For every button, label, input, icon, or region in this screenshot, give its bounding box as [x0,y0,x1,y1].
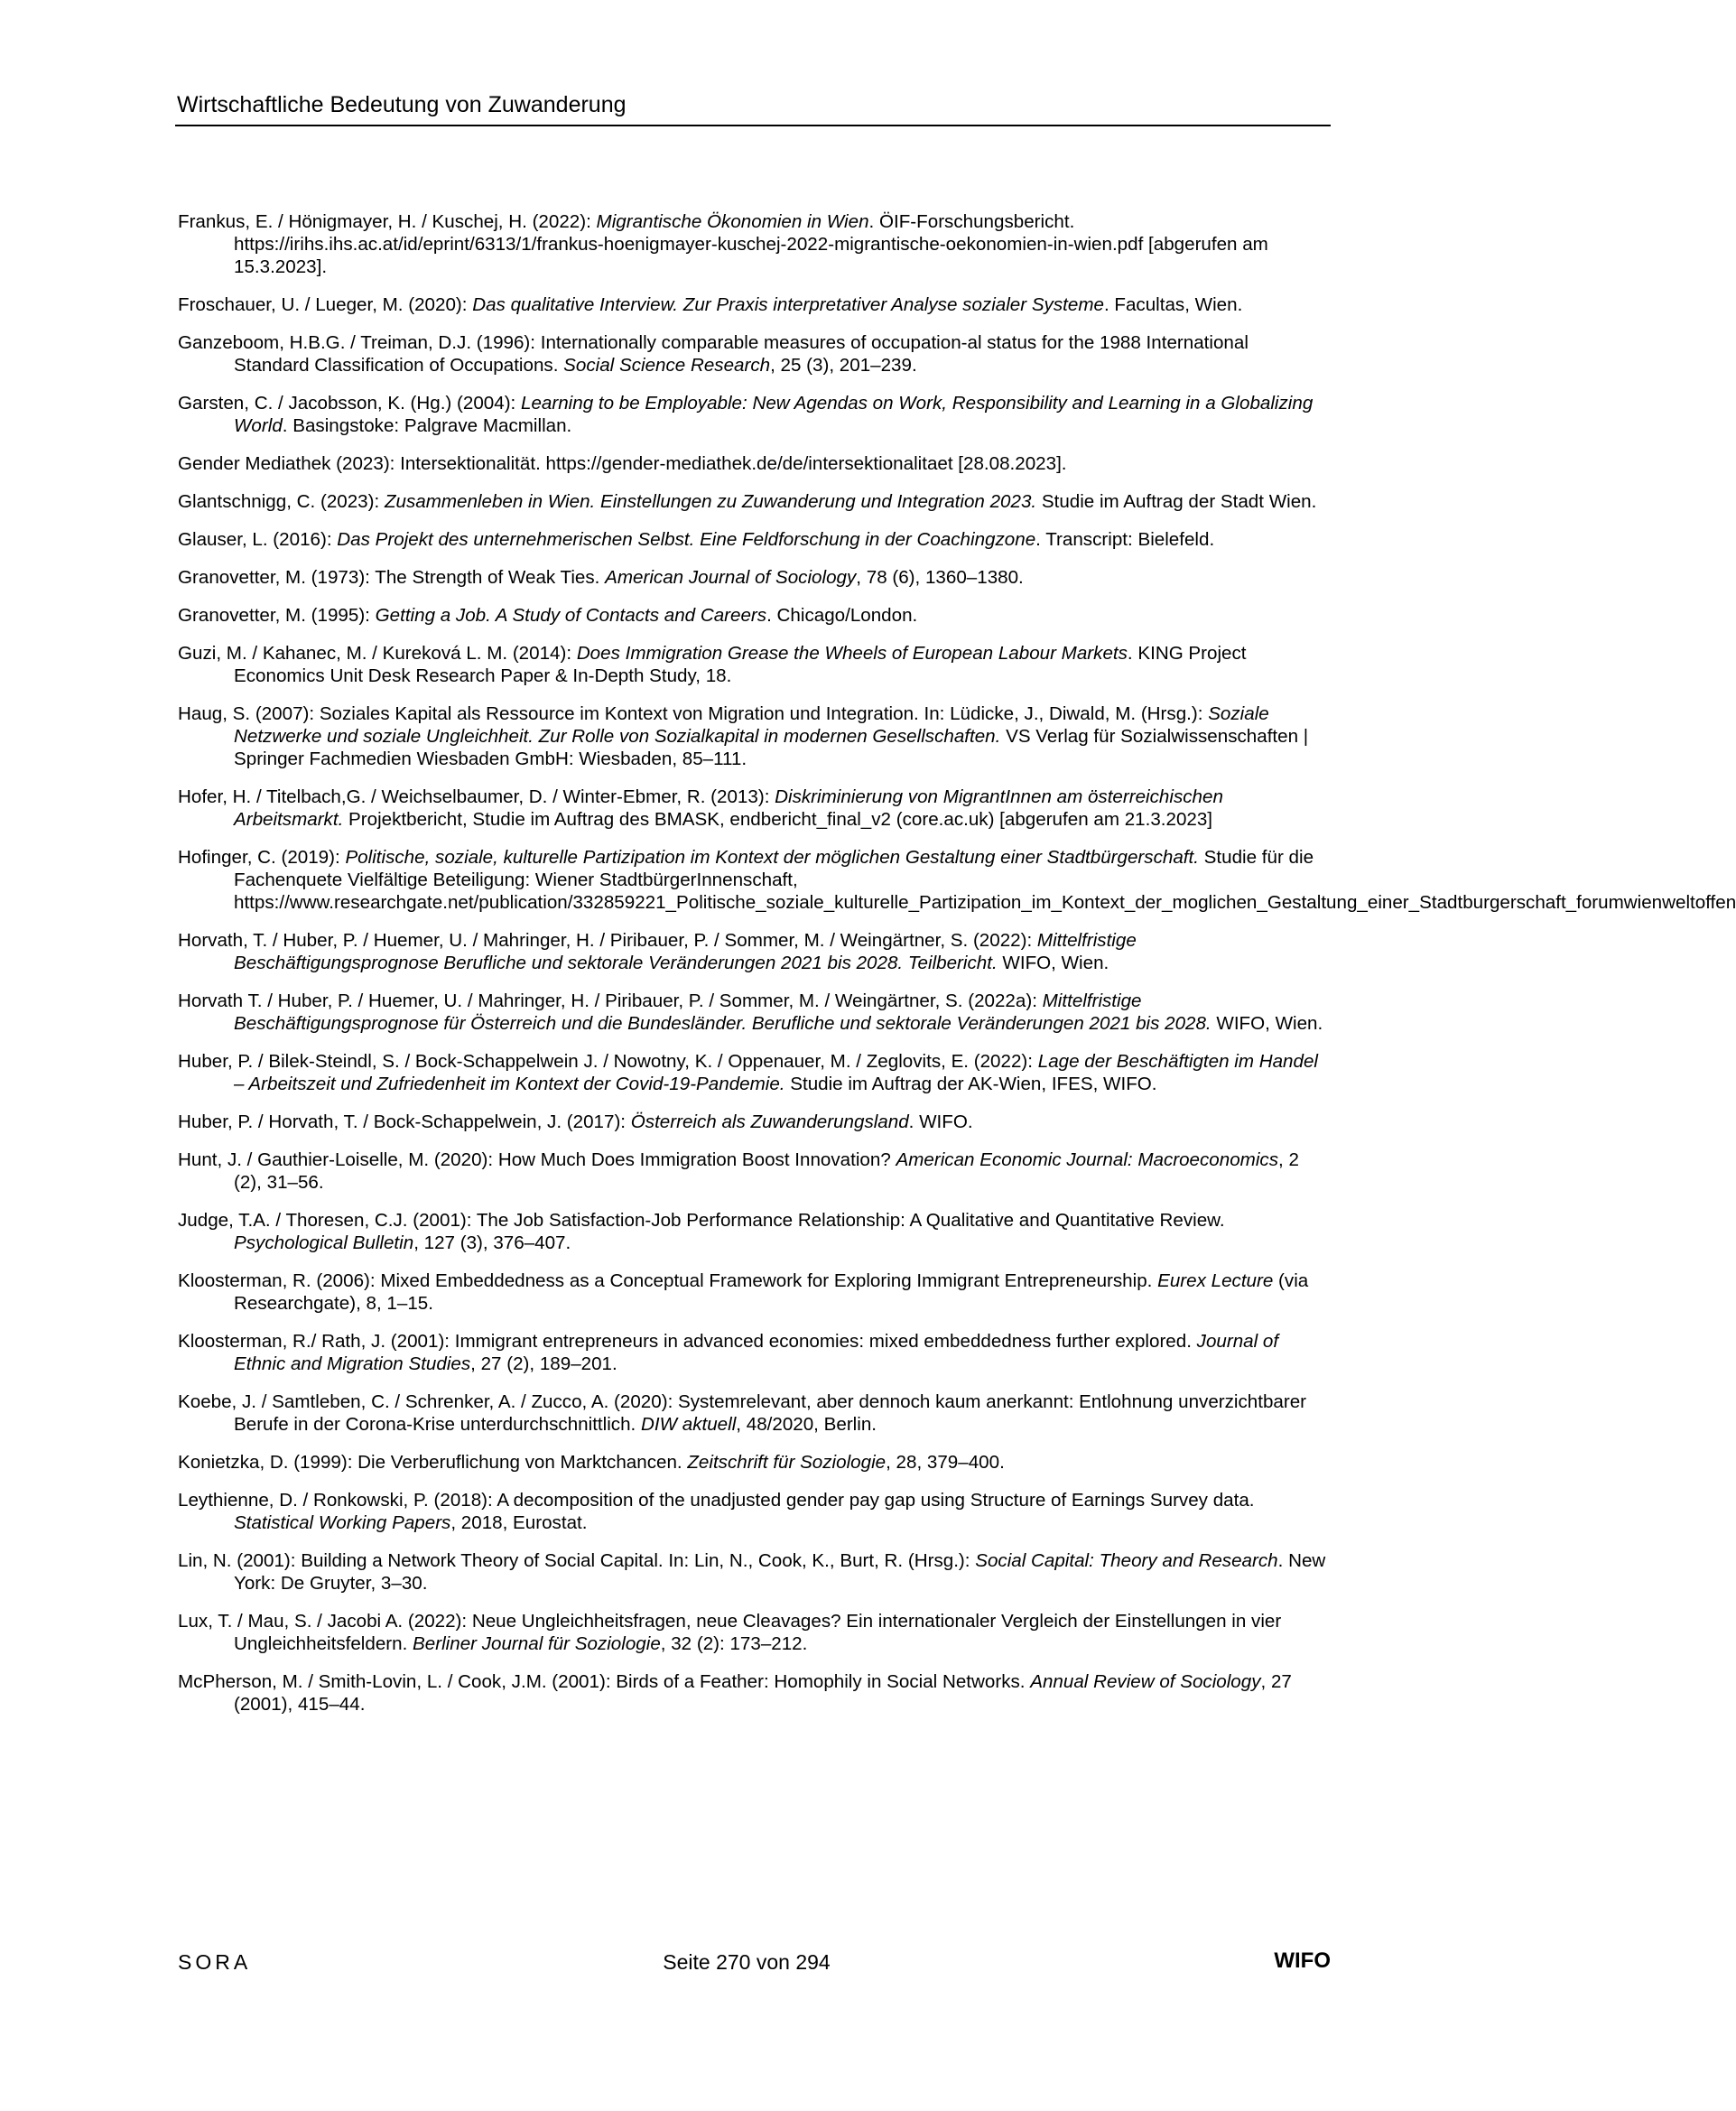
reference-text: Lux, T. / Mau, S. / Jacobi A. (2022): Neue Ungleichheitsfragen, neue Cleavages? Ein internationaler Vergleich der Einstellungen in vier Ungleichheitsfeldern. [178,1611,1282,1654]
reference-text: Konietzka, D. (1999): Die Verberuflichung von Marktchancen. [178,1452,688,1473]
reference-entry [178,642,1327,687]
reference-title-italic: Learning to be Employable: New Agendas on Work, Responsibility and Learning in a Globalizing World [234,393,1314,436]
reference-text: WIFO, Wien. [997,953,1109,973]
reference-text: Lin, N. (2001): Building a Network Theory of Social Capital. In: Lin, N., Cook, K., Burt, R. (Hrsg.): [178,1550,976,1571]
reference-text: , 27 (2001), 415–44. [234,1671,1292,1715]
wifo-logo-text: WIFO [1274,1948,1331,1973]
reference-title-italic: Zusammenleben in Wien. Einstellungen zu Zuwanderung und Integration 2023. [384,491,1037,512]
reference-text: WIFO, Wien. [1211,1013,1323,1034]
reference-entry [178,929,1327,974]
reference-title-italic: Psychological Bulletin [234,1232,414,1253]
reference-text: Studie für die Fachenquete Vielfältige Beteiligung: Wiener StadtbürgerInnenschaft, https://www.researchgate.net/publication/332859221_Politische_soziale_kulturelle_Partizipation_im_Kontext_der_moglichen_Gestaltung_einer_Stadtburgerschaft_forumwienweltoffen [234,847,1736,913]
reference-entry [178,846,1736,914]
reference-text: . Transcript: Bielefeld. [1035,529,1215,550]
reference-text: . KING Project Economics Unit Desk Research Paper & In-Depth Study, 18. [234,643,1247,686]
reference-entry [178,1209,1327,1254]
reference-text: . Chicago/London. [766,605,918,626]
reference-text: Guzi, M. / Kahanec, M. / Kureková L. M. (2014): [178,643,577,664]
reference-entry [178,1269,1327,1315]
reference-text: Leythienne, D. / Ronkowski, P. (2018): A decomposition of the unadjusted gender pay gap using Structure of Earnings Survey data. [178,1490,1255,1511]
reference-text: Studie im Auftrag der Stadt Wien. [1036,491,1317,512]
reference-text: Kloosterman, R./ Rath, J. (2001): Immigrant entrepreneurs in advanced economies: mixed embeddedness further explored. [178,1331,1197,1352]
reference-entry [178,528,1327,551]
reference-text: Glauser, L. (2016): [178,529,338,550]
reference-text: , 2 (2), 31–56. [234,1149,1299,1193]
reference-title-italic: Social Science Research [563,355,771,376]
reference-title-italic: American Economic Journal: Macroeconomics [896,1149,1278,1170]
reference-text: Granovetter, M. (1973): The Strength of Weak Ties. [178,567,606,588]
reference-entry [178,392,1327,437]
reference-entry [178,1610,1327,1655]
reference-text: , 127 (3), 376–407. [413,1232,571,1253]
reference-text: Hofinger, C. (2019): [178,847,346,868]
reference-title-italic: Politische, soziale, kulturelle Partizipation im Kontext der möglichen Gestaltung einer Stadtbürgerschaft. [345,847,1199,868]
reference-entry [178,452,1327,475]
reference-entry [178,1148,1327,1194]
reference-entry [178,490,1327,513]
reference-text: Glantschnigg, C. (2023): [178,491,385,512]
reference-entry [178,566,1327,589]
reference-text: Froschauer, U. / Lueger, M. (2020): [178,294,473,315]
reference-text: Koebe, J. / Samtleben, C. / Schrenker, A. / Zucco, A. (2020): Systemrelevant, aber dennoch kaum anerkannt: Entlohnung unverzichtbarer Berufe in der Corona-Krise unterdurchschnittlich. [178,1391,1307,1435]
reference-text: Judge, T.A. / Thoresen, C.J. (2001): The Job Satisfaction-Job Performance Relationship: A Qualitative and Quantitative Review. [178,1210,1225,1231]
reference-text: McPherson, M. / Smith-Lovin, L. / Cook, J.M. (2001): Birds of a Feather: Homophily in Social Networks. [178,1671,1031,1692]
reference-entry [178,1050,1327,1095]
reference-entry [178,1549,1327,1595]
reference-entry [178,293,1327,316]
reference-text: Projektbericht, Studie im Auftrag des BMASK, endbericht_final_v2 (core.ac.uk) [abgerufen am 21.3.2023] [343,809,1213,830]
reference-text: Haug, S. (2007): Soziales Kapital als Ressource im Kontext von Migration und Integration. In: Lüdicke, J., Diwald, M. (Hrsg.): [178,703,1209,724]
reference-text: Granovetter, M. (1995): [178,605,376,626]
reference-text: Gender Mediathek (2023): Intersektionalität. https://gender-mediathek.de/de/intersektionalitaet [28.08.2023]. [178,453,1067,474]
reference-title-italic: Das qualitative Interview. Zur Praxis interpretativer Analyse sozialer Systeme [472,294,1104,315]
reference-text: Huber, P. / Bilek-Steindl, S. / Bock-Schappelwein J. / Nowotny, K. / Oppenauer, M. / Zeglovits, E. (2022): [178,1051,1038,1072]
reference-title-italic: DIW aktuell [641,1414,737,1435]
reference-entry [178,1390,1327,1436]
reference-text: . New York: De Gruyter, 3–30. [234,1550,1326,1594]
reference-title-italic: Social Capital: Theory and Research [975,1550,1278,1571]
footer-sora-label: SORA [178,1950,252,1974]
reference-title-italic: Zeitschrift für Soziologie [687,1452,887,1473]
reference-text: , 48/2020, Berlin. [736,1414,877,1435]
reference-text: , 78 (6), 1360–1380. [856,567,1024,588]
reference-entry [178,702,1327,770]
reference-text: Hunt, J. / Gauthier-Loiselle, M. (2020): How Much Does Immigration Boost Innovation? [178,1149,896,1170]
reference-text: . ÖIF-Forschungsbericht. https://irihs.ihs.ac.at/id/eprint/6313/1/frankus-hoenigmayer-kuschej-2022-migrantische-oekonomien-in-wien.pdf [abgerufen am 15.3.2023]. [234,211,1268,277]
reference-title-italic: Diskriminierung von MigrantInnen am österreichischen Arbeitsmarkt. [234,786,1223,830]
reference-text: , 25 (3), 201–239. [770,355,917,376]
reference-entry [178,210,1327,278]
reference-text: Horvath T. / Huber, P. / Huemer, U. / Mahringer, H. / Piribauer, P. / Sommer, M. / Weingärtner, S. (2022a): [178,990,1043,1011]
reference-text: . Facultas, Wien. [1103,294,1243,315]
reference-title-italic: Migrantische Ökonomien in Wien [596,211,869,232]
reference-text: , 32 (2): 173–212. [660,1633,808,1654]
reference-entry [178,1330,1327,1375]
reference-text: , 2018, Eurostat. [450,1512,588,1533]
reference-text: Horvath, T. / Huber, P. / Huemer, U. / Mahringer, H. / Piribauer, P. / Sommer, M. / Weingärtner, S. (2022): [178,930,1037,951]
reference-title-italic: Mittelfristige Beschäftigungsprognose für Österreich und die Bundesländer. Berufliche und sektorale Veränderungen 2021 bis 2028. [234,990,1211,1034]
reference-text: Frankus, E. / Hönigmayer, H. / Kuschej, H. (2022): [178,211,597,232]
reference-entry [178,990,1327,1035]
reference-title-italic: Berliner Journal für Soziologie [413,1633,661,1654]
page-header-title: Wirtschaftliche Bedeutung von Zuwanderung [177,92,627,117]
reference-title-italic: Österreich als Zuwanderungsland [630,1111,909,1132]
reference-title-italic: American Journal of Sociology [605,567,857,588]
reference-list [178,210,1736,1731]
reference-title-italic: Getting a Job. A Study of Contacts and Careers [375,605,767,626]
wifo-logo [1274,1946,1331,1976]
reference-text: (via Researchgate), 8, 1–15. [234,1270,1309,1314]
reference-text: Kloosterman, R. (2006): Mixed Embeddedness as a Conceptual Framework for Exploring Immigrant Entrepreneurship. [178,1270,1158,1291]
reference-text: . WIFO. [908,1111,973,1132]
reference-title-italic: Mittelfristige Beschäftigungsprognose Berufliche und sektorale Veränderungen 2021 bis 2028. Teilbericht. [234,930,1137,973]
reference-entry [178,331,1327,377]
page-number: Seite 270 von 294 [663,1950,831,1974]
reference-text: , 27 (2), 189–201. [470,1353,617,1374]
reference-entry [178,1451,1327,1474]
reference-title-italic: Eurex Lecture [1157,1270,1274,1291]
reference-title-italic: Lage der Beschäftigten im Handel – Arbeitszeit und Zufriedenheit im Kontext der Covid-19-Pandemie. [234,1051,1318,1094]
reference-title-italic: Annual Review of Sociology [1030,1671,1261,1692]
reference-text: . Basingstoke: Palgrave Macmillan. [282,415,572,436]
reference-text: Hofer, H. / Titelbach,G. / Weichselbaumer, D. / Winter-Ebmer, R. (2013): [178,786,775,807]
reference-entry [178,786,1327,831]
reference-entry [178,1111,1327,1133]
reference-entry [178,1489,1327,1534]
reference-entry [178,1670,1327,1716]
reference-text: , 28, 379–400. [886,1452,1005,1473]
reference-title-italic: Journal of Ethnic and Migration Studies [234,1331,1279,1374]
reference-text: Studie im Auftrag der AK-Wien, IFES, WIFO. [784,1074,1157,1094]
header-divider [175,125,1331,126]
reference-text: VS Verlag für Sozialwissenschaften | Springer Fachmedien Wiesbaden GmbH: Wiesbaden, 85–111. [234,726,1309,769]
reference-title-italic: Das Projekt des unternehmerischen Selbst. Eine Feldforschung in der Coachingzone [337,529,1036,550]
reference-text: Garsten, C. / Jacobsson, K. (Hg.) (2004): [178,393,521,414]
reference-title-italic: Soziale Netzwerke und soziale Ungleichheit. Zur Rolle von Sozialkapital in modernen Gesellschaften. [234,703,1269,747]
reference-entry [178,604,1327,627]
reference-text: Ganzeboom, H.B.G. / Treiman, D.J. (1996): Internationally comparable measures of occupation-al status for the 1988 International Standard Classification of Occupations. [178,332,1249,376]
reference-title-italic: Statistical Working Papers [234,1512,451,1533]
reference-title-italic: Does Immigration Grease the Wheels of European Labour Markets [576,643,1128,664]
reference-text: Huber, P. / Horvath, T. / Bock-Schappelwein, J. (2017): [178,1111,631,1132]
